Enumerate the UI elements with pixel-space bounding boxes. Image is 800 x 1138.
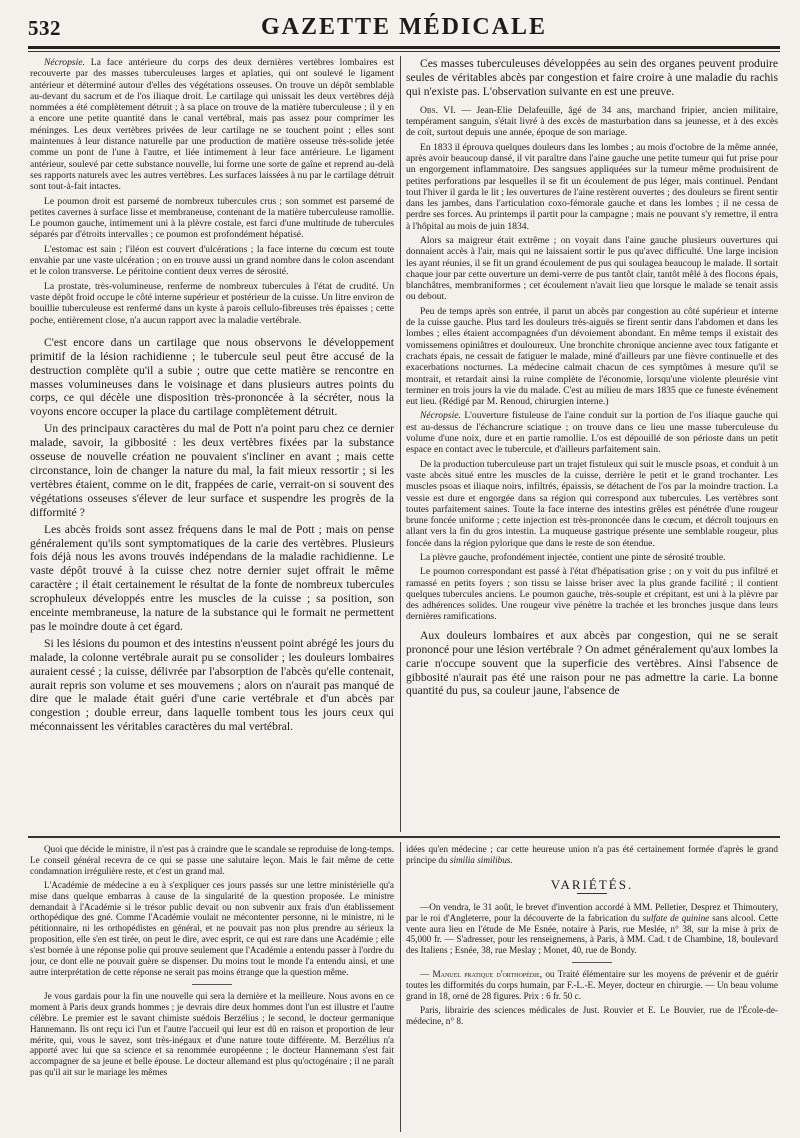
- paragraph: Le poumon correspondant est passé à l'état d'hépatisation grise ; on y voit du pus infiltré et ramassé en petits foyers ; son tissu se laisse briser avec la plus grande facilité ; il contient quelques tubercules anciens. Le poumon gauche, très-souple et crépitant, est uni à la plèvre par des adhérences solides. Une rougeur vive pénètre la trachée et les bronches jusque dans leurs dernières ramifications.: [406, 566, 778, 623]
- paragraph: Si les lésions du poumon et des intestins n'eussent point abrégé les jours du malade, la colonne vertébrale aurait pu se consolider ; les douleurs lombaires auraient cessé ; la cuisse, délivrée par l'absorption de l'abcès qu'elle contenait, aurait repris son volume et ses mouvemens ; alors on n'aurait pas manqué de dire que le malade était guéri d'une carie vertébrale et d'un abcès par congestion ; double erreur, dans laquelle tombent tous les jours ceux qui méconnaissent les véritables caractères du mal vertébral.: [30, 636, 394, 734]
- paragraph: [406, 105, 778, 139]
- paragraph: Le poumon droit est parsemé de nombreux tubercules crus ; son sommet est parsemé de petites cavernes à surface lisse et membraneuse, contenant de la matière tuberculeuse ramollie. Le poumon gauche, intimement uni à la plèvre costale, est farci d'une multitude de tubercules séparés par d'étroits intervalles ; ce poumon est profondément hépatisé.: [30, 195, 394, 241]
- paragraph: [406, 902, 778, 957]
- upper-right-column: [406, 57, 778, 832]
- varietes-title: VARIÉTÉS.: [550, 876, 634, 892]
- paragraph: Je vous gardais pour la fin une nouvelle qui sera la dernière et la meilleure. Nous avons en ce moment à Paris deux grands hommes ; je devrais dire deux hommes dont l'un est illustre et l'autre célèbre. Le premier est le savant chimiste suédois Berzélius ; le second, le docteur germanique Hannemann. Ils ont reçu ici l'un et l'autre l'accueil qui leur est dû en raison et proportion de leur mérite, qui, vous le savez, sont très-inégaux et d'une nature toute différente. M. Berzélius n'a apporté avec lui que sa science et sa renommée européenne ; le docteur Hannemann s'est fait accompagner de sa jeune et belle épouse. Le docteur allemand est plus qu'octogénaire ; il ne paraît pas qu'il ait sur le mariage les mêmes: [30, 990, 394, 1078]
- paragraph: Paris, librairie des sciences médicales de Just. Rouvier et E. Le Bouvier, rue de l'École-de-médecine, n° 8.: [406, 1004, 778, 1026]
- paragraph-text: idées qu'en médecine ; car cette heureuse union n'a pas été certainement formée d'après le grand principe du: [406, 844, 778, 865]
- italic-phrase: sulfate de quinine: [642, 912, 710, 923]
- section-label: Nécropsie.: [44, 57, 85, 68]
- paragraph-text: —On vendra, le 31 août, le brevet d'invention accordé à MM. Pelletier, Desprez et Thimoutery, par le roi d'Angleterre, pour la découverte de la fabrication du: [406, 901, 778, 923]
- paragraph: Alors sa maigreur était extrême ; on voyait dans l'aine gauche plusieurs ouvertures qui donnaient accès à l'air, mais qui ne laissaient sortir le pus qu'avec difficulté. Une large incision les ayant réunies, il se fit un grand écoulement de pus qui soulagea beaucoup le malade. Il sortait chaque jour par cette ouverture un demi-verre de pus tantôt clair, tantôt mêlé à des flocons épais, blanchâtres, membraniformes ; cet écoulement n'avait lieu que lorsque le malade se tenait assis ou debout.: [406, 234, 778, 303]
- paragraph: En 1833 il éprouva quelques douleurs dans les lombes ; au mois d'octobre de la même année, après avoir beaucoup dansé, il vit paraître dans l'aine gauche une petite tumeur qui fut prise pour un engorgement inflammatoire. Des sangsues appliquées sur la tumeur même produisirent de petites perforations par lesquelles il se fit un écoulement de pus léger, mais continuel. Pendant tout l'hiver il garda le lit ; les ouvertures de l'aine restèrent ouvertes ; des douleurs se firent sentir dans les jambes, dans l'articulation coxo-fémorale gauche et dans les lombes ; il ne cessa de perdre ses forces. Au printemps il partit pour la campagne ; mais ne pouvant s'y remettre, il entra à l'hôpital au mois de juin 1834.: [406, 141, 778, 232]
- paragraph: Quoi que décide le ministre, il n'est pas à craindre que le scandale se reproduise de long-temps. Le conseil général recevra de ce qui se passe une salutaire leçon. Mais le fait même de cette condamnation irrégulière reste, et c'est un grand mal.: [30, 844, 394, 876]
- paragraph-text: — Jean-Elie Delafeuille, âgé de 34 ans, marchand fripier, ancien militaire, tempérament sanguin, s'était livré à des excès de masturbation dans sa jeunesse, et à des excès de coït, surtout depuis une année, époque de son mariage.: [406, 104, 778, 139]
- header-rule-thick: [28, 46, 780, 49]
- title-rule: [577, 893, 607, 894]
- paragraph: Aux douleurs lombaires et aux abcès par congestion, qui ne se serait prononcé pour une lésion vertébrale ? On admet généralement qu'aux lombes la carie n'occupe souvent que la superficie des vertèbres. Ainsi l'absence de gibbosité n'aurait pas été une raison pour ne pas admettre la carie. La bonne quantité du pus, sa couleur jaune, l'absence de: [406, 628, 778, 698]
- italic-phrase: similia similibus.: [449, 854, 513, 865]
- paragraph: La plèvre gauche, profondément injectée, contient une pinte de sérosité trouble.: [420, 552, 726, 563]
- paragraph: De la production tuberculeuse part un trajet fistuleux qui suit le muscle psoas, et conduit à un vaste abcès situé entre les muscles de la cuisse, derrière le petit et le grand trochanter. Les muscles psoas et iliaque noirs, infiltrés, épaissis, se détachent de l'os par la moindre traction. La vessie est dure et engorgée dans sa région qui correspond aux tubercules. Les vertèbres sont toutes parfaitement saines. Toute la face interne des intestins grêles est pénétrée d'une rougeur brune foncée uniforme ; cette injection est très-prononcée dans le cœcum, et décroît toujours en allant vers la fin du gros intestin. La muqueuse gastrique présente une semblable rougeur, plus foncée dans la région pylorique que dans le reste de son étendue.: [406, 458, 778, 549]
- header-rule-thin: [28, 51, 780, 52]
- separator-rule: [572, 962, 612, 963]
- paragraph-text: La face antérieure du corps des deux dernières vertèbres lombaires est recouverte par des masses tuberculeuses larges et aplaties, qui ont soulevé le ligament antérieur et déterminé autour d'elles des végétations osseuses. On trouve un dépôt semblable au-devant du sacrum et de l'os iliaque droit. Le cartilage qui unissait les deux vertèbres déjà nommées a été complètement détruit ; à sa place on trouve de la matière tuberculeuse ; il y en a encore une petite quantité dans le canal vertébral, mais pas assez pour comprimer les méninges. Les deux vertèbres privées de leur cartilage ne se touchent point ; elles sont maintenues à leur distance naturelle par une production de matière osseuse très-solide jetée comme un pont de l'une à l'autre, et liée intimement à leur face antérieure. Le ligament antérieur, soulevé par cette substance nouvelle, lui forme une sorte de gaîne et reprend au-delà ses rapports naturels avec les autres vertèbres. Les surfaces laissées à nu par le cartilage détruit sont tout-à-fait intactes.: [30, 57, 394, 193]
- paragraph: Un des principaux caractères du mal de Pott n'a point paru chez ce dernier malade, savoir, la gibbosité : les deux vertèbres fixées par la substance osseuse de nouvelle création ne pouvaient s'incliner en avant ; mais cette circonstance, loin de changer la nature du mal, la fait mieux ressortir ; si les vertèbres étaient, comme on le dit, frappées de carie, verrait-on si souvent des végétations osseuses s'élever de leur surface et suspendre les progrès de la difformité ?: [30, 422, 394, 519]
- paragraph: [406, 410, 778, 455]
- journal-title: GAZETTE MÉDICALE: [260, 14, 548, 40]
- paragraph: [406, 844, 778, 866]
- paragraph: Peu de temps après son entrée, il parut un abcès par congestion au côté supérieur et interne de la cuisse gauche. Plus tard les douleurs très-aiguës se firent sentir dans l'abdomen et dans les lombes ; elles étaient accompagnées d'un dévoiement abondant. En même temps il existait des vomissemens opiniâtres et douloureux. Une bronchite chronique ancienne avec toux fatigante et crachats épais, ne cessait de fatiguer le malade, miné d'ailleurs par une fièvre continuelle et des exacerbations nocturnes. La médecine calmait chacun de ces symptômes à mesure qu'il se montrait, et retardait ainsi la ruine complète de l'économie, lorsqu'une violente pleurésie vint terminer en trois jours la vie du malade. C'est au milieu de mars 1835 que ce funeste événement eut lieu. (Rédigé par M. Renoud, chirurgien interne.): [406, 305, 778, 408]
- paragraph: C'est encore dans un cartilage que nous observons le développement primitif de la lésion rachidienne ; le tubercule seul peut être accusé de la destruction complète qu'il a subie ; outre que cette matière se rencontre en masses volumineuses dans le voisinage et dans plusieurs autres points du corps, ce qui décèle une disposition très-prononcée à la sécréter, nous la voyons encore occuper la place du cartilage complètement détruit.: [30, 335, 394, 419]
- page-header: [28, 10, 780, 48]
- observation-label: Obs. VI.: [420, 104, 456, 116]
- horizontal-divider: [28, 836, 780, 838]
- paragraph: L'Académie de médecine a eu à s'expliquer ces jours passés sur une lettre ministérielle qu'a mise dans quelque embarras à cause de la singularité de la question proposée. Le ministre demandait à l'Académie si le trésor public devait ou non subvenir aux frais d'un établissement orthopédique des gné. Comme l'Académie voulait ne mécontenter personne, ni le ministre, ni le pétitionnaire, ni les orthopédistes en général, et ne pouvait pas non plus prendre au sérieux la proposition, elle s'en est tirée, on peut le dire, avec esprit, ce qui est rare dans une Académie ; elle s'est bornée à une réponse polie qui prouve seulement que l'Académie a entendu passer à l'ordre du jour, ce dont elle ne pouvait guère se dispenser. Du moins tout le monde l'a entendu ainsi, et une autre interprétation de cette réponse ne serait pas moins étrange que la question même.: [30, 879, 394, 977]
- column-divider: [400, 842, 401, 1132]
- paragraph: [30, 57, 394, 193]
- paragraph: Les abcès froids sont assez fréquens dans le mal de Pott ; mais on pense généralement qu'ils sont symptomatiques de la carie des vertèbres. Plusieurs fois déjà nous les avons trouvés indépendans de la maladie rachidienne. Le vaste dépôt trouvé à la cuisse chez notre dernier sujet offrait le même caractère ; il était certainement le résultat de la fonte de nombreux tubercules scrophuleux développés entre les muscles de la cuisse ; sa position, son enceinte membraneuse, la nature de la substance qui le formait ne permettent pas le moindre doute à cet égard.: [30, 522, 394, 633]
- section-label: Nécropsie.: [420, 410, 461, 422]
- book-title: Manuel pratique d'orthopédie,: [432, 969, 543, 980]
- upper-left-column: [30, 57, 394, 832]
- paragraph: Ces masses tuberculeuses développées au sein des organes peuvent produire seules de véritables abcès par congestion et faire croire à une maladie du rachis qui n'existe pas. L'observation suivante en est une preuve.: [406, 57, 778, 98]
- lower-left-column: [30, 844, 394, 1134]
- paragraph-text: L'ouverture fistuleuse de l'aine conduit sur la portion de l'os iliaque gauche qui est au-dessus de l'échancrure sciatique ; on trouve dans ce lieu une masse tuberculeuse du volume d'une noix, dure et en partie ramollie. L'os est dépouillé de son périoste dans un petit espace en contact avec le tubercule, et d'ailleurs parfaitement sain.: [406, 410, 778, 456]
- page-number: 532: [28, 16, 61, 40]
- paragraph: La prostate, très-volumineuse, renferme de nombreux tubercules à l'état de crudité. Un vaste dépôt froid occupe le côté interne supérieur et postérieur de la cuisse. Un litre environ de bouillie tuberculeuse est renfermé dans un kyste à parois cellulo-fibreuses très épaisses ; cette poche, entièrement close, n'a aucun rapport avec la maladie vertébrale.: [30, 280, 394, 326]
- paragraph-text: ou Traité élémentaire sur les moyens de prévenir et de guérir toutes les difformités du corps humain, par F.-L.-E. Meyer, docteur en chirurgie. — Un beau volume grand in 18, orné de 28 figures. Prix : 6 fr. 50 c.: [406, 969, 778, 1002]
- lower-right-column: [406, 844, 778, 1134]
- paragraph: — Manuel pratique d'orthopédie, ou Traité élémentaire sur les moyens de prévenir et de guérir toutes les difformités du corps humain, par F.-L.-E. Meyer, docteur en chirurgie. — Un beau volume grand in 18, orné de 28 figures. Prix : 6 fr. 50 c.: [406, 969, 778, 1002]
- column-divider: [400, 56, 401, 832]
- paragraph: L'estomac est sain ; l'iléon est couvert d'ulcérations ; la face interne du cœcum est toute envahie par une vaste ulcération ; on en trouve aussi un grand nombre dans le colon ascendant et le colon transverse. Le péritoine contient deux verres de sérosité.: [30, 243, 394, 278]
- separator-rule: [192, 984, 232, 985]
- paragraph-text: sans alcool. Cette vente aura lieu en l'étude de Me Esnée, notaire à Paris, rue Meslée, n° 38, sur la mise à prix de 45,000 fr. — S'adresser, pour les renseignemens, à Paris, à MM. Cad. t de Chambine, 18, boulevard des Italiens ; Esnée, 38, rue Meslay ; Monet, 40, rue de Bondy.: [406, 912, 778, 956]
